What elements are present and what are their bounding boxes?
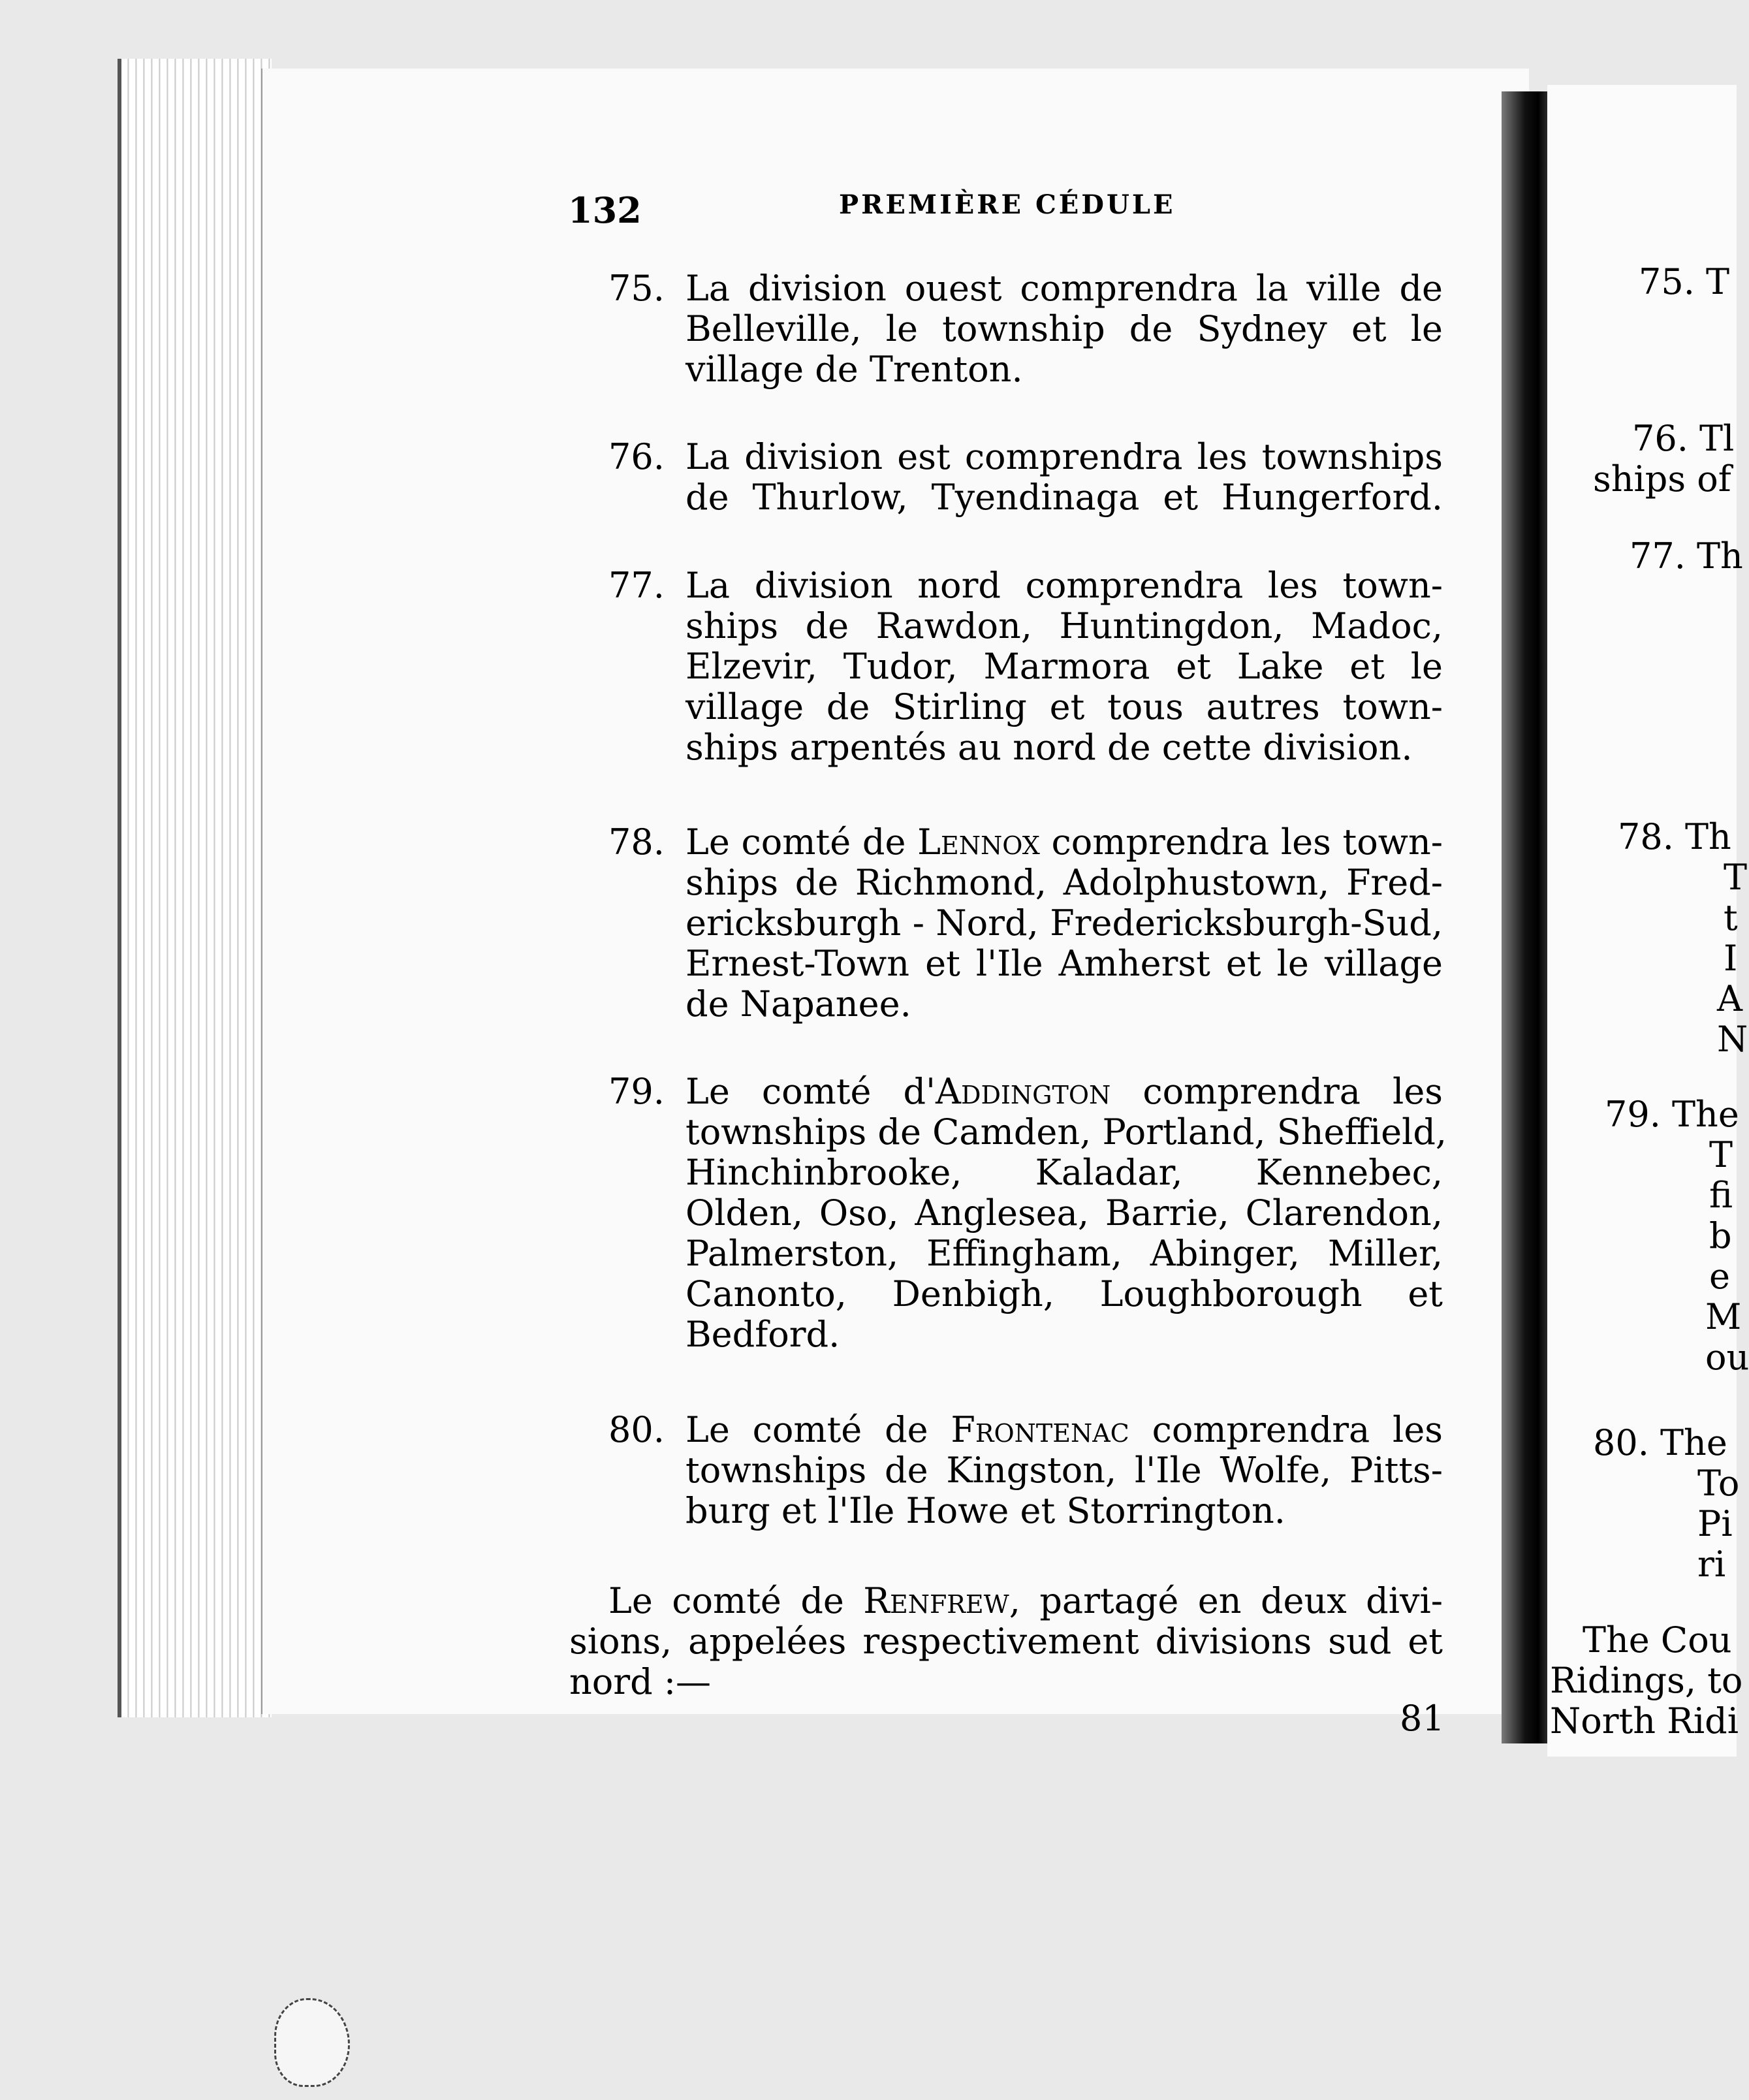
right-entry-79-line: M xyxy=(1705,1296,1742,1337)
right-closing-line: The Cou xyxy=(1583,1619,1732,1661)
right-entry-78-line: t xyxy=(1724,897,1738,938)
entry-number-77: 77. xyxy=(608,565,665,606)
county-name-addington: Addington xyxy=(935,1071,1111,1112)
entry-number-75: 75. xyxy=(608,268,665,309)
renfrew-paragraph-line: nord :— xyxy=(569,1661,712,1702)
entry-79-first-line xyxy=(685,1071,1443,1112)
county-name-frontenac: Frontenac xyxy=(951,1409,1129,1450)
entry-78-line: ships de Richmond, Adolphustown, Fred- xyxy=(685,862,1443,903)
county-name-lennox: Lennox xyxy=(917,821,1040,863)
book-gutter xyxy=(1502,91,1554,1743)
entry-number-76: 76. xyxy=(608,436,665,477)
right-entry-78-line: T xyxy=(1724,857,1748,898)
entry-75-line: Belleville, le township de Sydney et le xyxy=(685,308,1443,349)
page-title: PREMIÈRE CÉDULE xyxy=(839,189,1176,220)
entry-75-line: village de Trenton. xyxy=(685,349,1023,390)
right-entry-79-line: fi xyxy=(1709,1175,1733,1216)
right-entry-77: 77. Th xyxy=(1630,535,1743,577)
right-entry-80-line: ri xyxy=(1697,1544,1726,1585)
entry-79-line: Olden, Oso, Anglesea, Barrie, Clarendon, xyxy=(685,1192,1443,1233)
paper-blemish xyxy=(274,1998,350,2087)
entry-77-line: Elzevir, Tudor, Marmora et Lake et le xyxy=(685,646,1443,687)
entry-79-text: Le comté d' xyxy=(685,1071,936,1112)
county-name-renfrew: Renfrew xyxy=(863,1580,1009,1621)
entry-number-80: 80. xyxy=(608,1409,665,1450)
entry-number-78: 78. xyxy=(608,821,665,863)
right-entry-76-line: ships of xyxy=(1593,458,1731,500)
entry-78-line: ericksburgh - Nord, Fredericksburgh-Sud, xyxy=(685,902,1443,944)
entry-78-line: de Napanee. xyxy=(685,983,911,1025)
entry-80-line: townships de Kingston, l'Ile Wolfe, Pitts- xyxy=(685,1450,1443,1491)
renfrew-paragraph-line xyxy=(608,1580,1443,1621)
right-entry-79: 79. The xyxy=(1605,1094,1739,1135)
right-entry-80-line: To xyxy=(1697,1463,1740,1504)
right-closing-line: Ridings, to xyxy=(1550,1660,1743,1701)
entry-number-79: 79. xyxy=(608,1071,665,1112)
entry-77-line: ships arpentés au nord de cette division. xyxy=(685,727,1413,768)
entry-79-line: townships de Camden, Portland, Sheffield, xyxy=(685,1111,1447,1153)
entry-79-line: Canonto, Denbigh, Loughborough et xyxy=(685,1273,1443,1314)
signature-number: 81 xyxy=(1400,1698,1445,1739)
entry-78-line: Ernest-Town et l'Ile Amherst et le village xyxy=(685,943,1443,984)
right-entry-78-line: I xyxy=(1724,938,1738,979)
entry-77-line: ships de Rawdon, Huntingdon, Madoc, xyxy=(685,605,1443,646)
entry-78-text: comprendra les town- xyxy=(1039,821,1443,863)
entry-77-line: village de Stirling et tous autres town- xyxy=(685,686,1443,727)
right-entry-76: 76. Tl xyxy=(1632,418,1735,459)
right-entry-78: 78. Th xyxy=(1618,816,1731,857)
right-closing-line: North Ridi xyxy=(1550,1700,1739,1742)
book-page-edges xyxy=(118,59,272,1717)
entry-79-text: comprendra les xyxy=(1111,1071,1443,1112)
page-number: 132 xyxy=(568,189,642,231)
renfrew-text: Le comté de xyxy=(608,1580,864,1621)
right-entry-79-line: b xyxy=(1709,1215,1732,1256)
right-entry-80-line: Pi xyxy=(1697,1503,1733,1544)
right-entry-78-line: A xyxy=(1717,978,1742,1019)
right-entry-80: 80. The xyxy=(1593,1422,1727,1463)
entry-76-line: de Thurlow, Tyendinaga et Hungerford. xyxy=(685,477,1443,518)
renfrew-paragraph-line: sions, appelées respectivement divisions sud et xyxy=(569,1621,1443,1662)
renfrew-text: , partagé en deux divi- xyxy=(1009,1580,1443,1621)
right-entry-79-line: e xyxy=(1709,1256,1730,1297)
right-entry-79-line: ou xyxy=(1705,1337,1749,1378)
entry-80-first-line xyxy=(685,1409,1443,1450)
right-entry-79-line: T xyxy=(1709,1134,1733,1175)
entry-76-line: La division est comprendra les townships xyxy=(685,436,1443,477)
right-entry-75: 75. T xyxy=(1639,261,1730,302)
entry-80-line: burg et l'Ile Howe et Storrington. xyxy=(685,1490,1285,1531)
entry-80-text: Le comté de xyxy=(685,1409,951,1450)
entry-79-line: Bedford. xyxy=(685,1314,840,1355)
entry-75-line: La division ouest comprendra la ville de xyxy=(685,268,1443,309)
entry-78-first-line xyxy=(685,821,1443,863)
entry-78-text: Le comté de xyxy=(685,821,918,863)
right-entry-78-line: N xyxy=(1717,1019,1748,1060)
entry-79-line: Hinchinbrooke, Kaladar, Kennebec, xyxy=(685,1152,1443,1193)
entry-79-line: Palmerston, Effingham, Abinger, Miller, xyxy=(685,1233,1443,1274)
entry-77-line: La division nord comprendra les town- xyxy=(685,565,1443,606)
entry-80-text: comprendra les xyxy=(1129,1409,1443,1450)
